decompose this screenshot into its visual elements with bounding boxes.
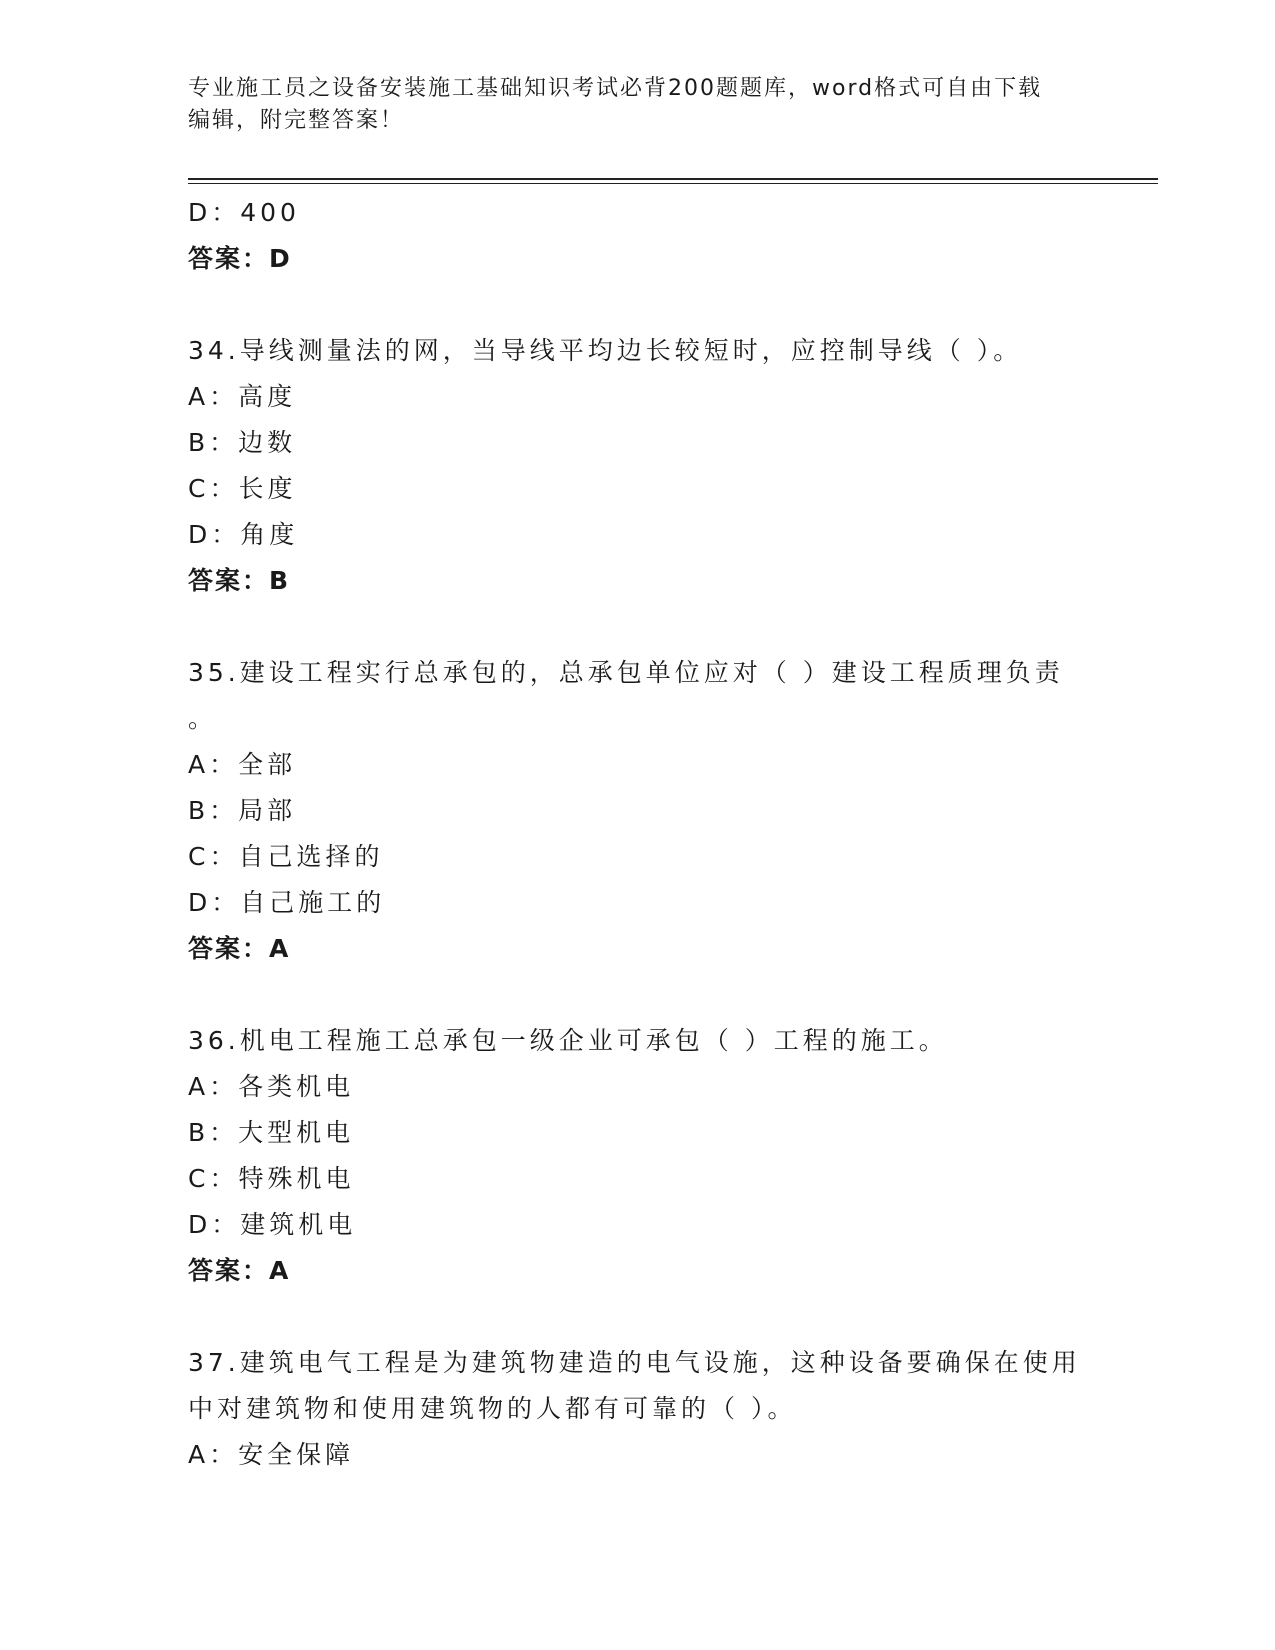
question-text: 35.建设工程实行总承包的，总承包单位应对（ ）建设工程质理负责 (188, 658, 1064, 687)
option-c: C：长度 (188, 474, 297, 503)
header-divider-thick (188, 178, 1158, 180)
question-text: 34.导线测量法的网，当导线平均边长较短时，应控制导线（ ）。 (188, 336, 1023, 365)
spacer (188, 1294, 1088, 1340)
header-line-1: 专业施工员之设备安装施工基础知识考试必背200题题库，word格式可自由下载 (188, 76, 1043, 101)
option-a: A：高度 (188, 382, 297, 411)
question-list (188, 190, 1088, 1478)
spacer (188, 972, 1088, 1018)
prev-option-d: D：400 (188, 198, 300, 227)
option-a: A：全部 (188, 750, 297, 779)
answer: 答案：A (188, 1256, 291, 1285)
option-b: B：边数 (188, 428, 297, 457)
option-b: B：局部 (188, 796, 297, 825)
option-d: D：角度 (188, 520, 299, 549)
answer: 答案：B (188, 566, 291, 595)
question-text-continued: 。 (188, 704, 218, 733)
option-c: C：自己选择的 (188, 842, 384, 871)
prev-answer: 答案：D (188, 244, 292, 273)
question-34 (188, 328, 1088, 604)
option-a: A：各类机电 (188, 1072, 355, 1101)
question-text: 37.建筑电气工程是为建筑物建造的电气设施，这种设备要确保在使用 (188, 1348, 1081, 1377)
spacer (188, 282, 1088, 328)
option-d: D：自己施工的 (188, 888, 386, 917)
question-37 (188, 1340, 1088, 1478)
question-36 (188, 1018, 1088, 1294)
document-header (188, 73, 1088, 137)
option-b: B：大型机电 (188, 1118, 355, 1147)
answer: 答案：A (188, 934, 291, 963)
header-divider-thin (188, 183, 1158, 184)
question-35 (188, 650, 1088, 972)
option-a: A：安全保障 (188, 1440, 355, 1469)
header-line-2: 编辑，附完整答案！ (188, 108, 405, 133)
option-c: C：特殊机电 (188, 1164, 355, 1193)
question-text-continued: 中对建筑物和使用建筑物的人都有可靠的（ ）。 (188, 1394, 797, 1423)
option-d: D：建筑机电 (188, 1210, 357, 1239)
spacer (188, 604, 1088, 650)
question-text: 36.机电工程施工总承包一级企业可承包（ ）工程的施工。 (188, 1026, 948, 1055)
